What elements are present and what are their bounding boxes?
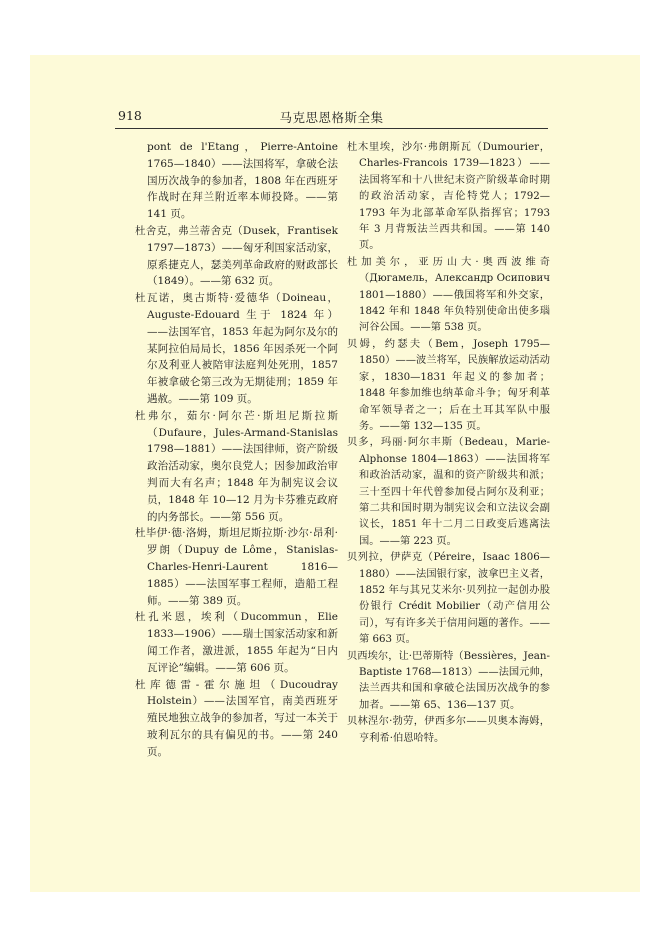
index-entry: 杜库德雷-霍尔施坦（Ducoudray Holstein）——法国军官，南美西班牙殖民地独立战争的参加者，写过一本关于玻利瓦尔的具有偏见的书。——第 240 页。 [135,678,338,758]
index-entry: 杜木里埃，沙尔·弗朗斯瓦（Dumourier，Charles-Francois 1739—1823）——法国将军和十八世纪末资产阶级革命时期的政治活动家，吉伦特党人；1792—1793 年为北部革命军队指挥官；1793 年 3 月背叛法兰西共和国。——第 140 页。 [347,141,550,252]
index-entry: 杜瓦诺，奥古斯特·爱德华（Doineau，Auguste-Edouard 生于 1824 年）——法国军官，1853 年起为阿尔及尔的某阿拉伯局局长，1856 年因杀死一个阿尔及利亚人被陪审法庭判处死刑，1857 年被拿破仑第三改为无期徒刑；1859 年遇赦。——第 109 页。 [135,292,338,405]
header-rule [115,128,548,129]
index-entry: 贝林涅尔·勃劳，伊西多尔——贝奥本海姆，亨利希·伯恩哈特。 [347,715,550,744]
running-head [115,108,548,130]
index-entry: 贝列拉，伊萨克（Péreire，Isaac 1806—1880）——法国银行家，波拿巴主义者，1852 年与其兄艾米尔·贝列拉一起创办股份银行 Crédit Mobilier（动产信用公司），写有许多关于信用问题的著作。——第 663 页。 [347,551,550,646]
right-column [347,139,550,746]
index-entry: 杜舍克，弗兰蒂舍克（Dusek，Frantisek 1797—1873）——匈牙利国家活动家，原系捷克人，瑟美列革命政府的财政部长（1849）。——第 632 页。 [135,224,338,288]
page-number: 918 [118,108,142,123]
index-entry: pont de l'Etang，Pierre-Antoine 1765—1840）——法国将军，拿破仑法国历次战争的参加者，1808 年在西班牙作战时在拜兰附近率本师投降。——第 141 页。 [147,141,338,221]
index-entry: 贝西埃尔，让·巴蒂斯特（Bessières，Jean-Baptiste 1768—1813）——法国元帅，法兰西共和国和拿破仑法国历次战争的参加者。——第 65、136—137 页。 [347,649,550,711]
index-entry: 杜加美尔，亚历山大·奥西波维奇（Дюгамель，Александр Осипович 1801—1880）——俄国将军和外交家，1842 年和 1848 年负特别使命出使多瑙河谷公国。——第 538 页。 [347,255,550,334]
book-title: 马克思恩格斯全集 [279,110,384,125]
index-entry: 杜毕伊·德·洛姆，斯坦尼斯拉斯·沙尔·昂利·罗朗（Dupuy de Lôme，Stanislas-Charles-Henri-Laurent 1816—1885）——法国军事工程师，造船工程师。——第 389 页。 [135,527,338,607]
left-column [135,139,338,760]
index-entry: 贝姆，约瑟夫（Bem，Joseph 1795—1850）——波兰将军，民族解放运动活动家，1830—1831 年起义的参加者；1848 年参加维也纳革命斗争；匈牙利革命军领导者之一；后在土耳其军队中服务。——第 132—135 页。 [347,337,550,432]
index-entry: 杜孔米恩，埃利（Ducommun，Elie 1833—1906）——瑞士国家活动家和新闻工作者，激进派，1855 年起为“日内瓦评论”编辑。——第 606 页。 [135,611,338,674]
index-entry: 杜弗尔，茹尔·阿尔芒·斯坦尼斯拉斯（Dufaure，Jules-Armand-Stanislas 1798—1881）——法国律师，资产阶级政治活动家，奥尔良党人；因参加政治审判而大有名声；1848 年为制宪议会议员，1848 年 10—12 月为卡芬雅克政府的内务部长。——第 556 页。 [135,409,338,523]
index-entry: 贝多，玛丽·阿尔丰斯（Bedeau，Marie-Alphonse 1804—1863）——法国将军和政治活动家，温和的资产阶级共和派；三十至四十年代曾参加侵占阿尔及利亚；第二共和国时期为制宪议会和立法议会副议长，1851 年十二月二日政变后逃离法国。——第 223 页。 [347,436,550,547]
